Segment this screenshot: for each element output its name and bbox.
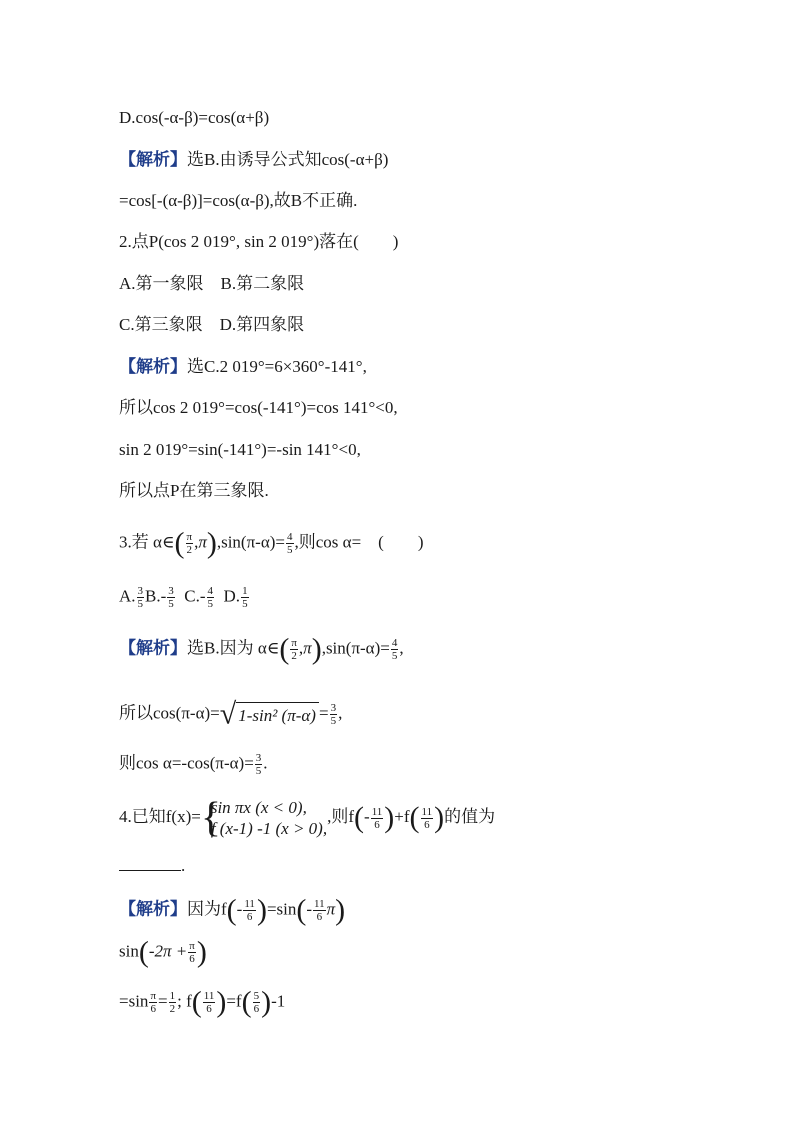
fraction-three-fifths: $\frac{3}{5}$ — [255, 752, 262, 777]
fraction-eleven-sixths: $\frac{11}{6}$ — [421, 805, 433, 831]
fraction-pi-over-6: $\frac{\pi}{6}$ — [150, 990, 156, 1015]
analysis-2-cos — [119, 397, 398, 419]
analysis-text: ,sin(π-α)= — [321, 638, 390, 658]
question-4-line: 4.已知f(x)= { sin πx (x < 0), f (x-1) -1 (x > 0), ,则f(- $\frac{11}{6}$ )+f( $\frac{11}{6}$ )的值为 — [119, 795, 496, 841]
fraction-four-fifths: $\frac{4}{5}$ — [391, 637, 398, 662]
fraction-five-sixths: $\frac{5}{6}$ — [253, 990, 260, 1015]
question-text: ,sin(π-α)= — [216, 532, 285, 552]
analysis-4-result-line: =sin $\frac{\pi}{6}$ = $\frac{1}{2}$ ; f( $\frac{11}{6}$ )=f( $\frac{5}{6}$ )-1 — [119, 985, 286, 1019]
fraction-eleven-sixths: $\frac{11}{6}$ — [244, 898, 255, 923]
question-2-options-ab — [119, 273, 304, 295]
radicand: 1-sin² (π-α) — [236, 702, 319, 727]
paren-right: ) — [311, 632, 322, 666]
analysis-text: 所以cos 2 019°=cos(-141°)=cos 141°<0, — [119, 398, 398, 417]
option-c-label: C.- — [184, 586, 206, 606]
analysis-text: 所以点P在第三象限. — [119, 481, 269, 500]
piecewise-row-2: f (x-1) -1 (x > 0), — [210, 819, 328, 838]
analysis-text: sin 2 019°=sin(-141°)=-sin 141°<0, — [119, 440, 361, 459]
analysis-text: 选B.由诱导公式知cos(-α+β) — [187, 150, 389, 169]
fraction-pi-over-6: $\frac{\pi}{6}$ — [189, 940, 195, 965]
analysis-1-line — [119, 149, 388, 171]
question-text: 3.若 α∈ — [119, 532, 175, 552]
analysis-4-sin-line: sin(-2π + $\frac{\pi}{6}$ ) — [119, 935, 207, 969]
fraction-pi-over-2: $\frac{\pi}{2}$ — [186, 531, 193, 556]
fraction-pi-over-2: $\frac{\pi}{2}$ — [291, 637, 297, 662]
option-b-label: B.- — [145, 586, 167, 606]
question-3-line: 3.若 α∈( $\frac{\pi}{2}$ ,π),sin(π-α)= $\frac{4}{5}$ ,则cos α= ( ) — [119, 526, 424, 560]
question-2-options-cd — [119, 314, 304, 336]
question-2-line — [119, 231, 398, 253]
fraction-four-fifths: $\frac{4}{5}$ — [207, 585, 214, 610]
option-d-label: D. — [223, 586, 241, 606]
option-d-text: D.cos(-α-β)=cos(α+β) — [119, 108, 270, 127]
analysis-tag: 【解析】 — [119, 638, 187, 658]
fraction-eleven-sixths: $\frac{11}{6}$ — [371, 805, 383, 831]
analysis-2-conclusion — [119, 480, 269, 502]
options-text: A.第一象限 B.第二象限 — [119, 274, 305, 293]
analysis-text: =cos[-(α-β)]=cos(α-β),故B不正确. — [119, 191, 358, 210]
analysis-text: 则cos α=-cos(π-α)= — [119, 753, 254, 773]
fraction-four-fifths: $\frac{4}{5}$ — [287, 531, 293, 556]
option-d-line — [119, 107, 269, 129]
question-text: 4.已知f(x)= — [119, 806, 201, 826]
analysis-text: 所以cos(π-α)= — [119, 703, 220, 723]
analysis-3-line: 【解析】选B.因为 α∈( $\frac{\pi}{2}$ ,π),sin(π-α)= $\frac{4}{5}$ , — [119, 632, 404, 666]
analysis-1-cont — [119, 190, 357, 212]
analysis-tag: 【解析】 — [119, 357, 187, 376]
analysis-text: 选C.2 019°=6×360°-141°, — [187, 357, 367, 376]
question-text: ,则f — [327, 806, 355, 826]
analysis-text: 因为f — [187, 899, 227, 919]
fraction-three-fifths: $\frac{3}{5}$ — [168, 585, 174, 610]
fraction-one-half: $\frac{1}{2}$ — [169, 990, 176, 1015]
analysis-4-line: 【解析】因为f(- $\frac{11}{6}$ )=sin(- $\frac{11}{6}$ π) — [119, 893, 346, 927]
paren-right: ) — [206, 526, 217, 560]
fraction-eleven-sixths: $\frac{11}{6}$ — [203, 990, 215, 1015]
question-text: ,则cos α= ( ) — [294, 532, 424, 552]
analysis-tag: 【解析】 — [119, 899, 187, 919]
paren-left: ( — [279, 632, 290, 666]
analysis-3-result: 则cos α=-cos(π-α)= $\frac{3}{5}$ . — [119, 752, 268, 777]
analysis-2-sin — [119, 439, 361, 461]
fraction-eleven-sixths: $\frac{11}{6}$ — [314, 898, 325, 923]
analysis-text: 选B.因为 α∈ — [187, 638, 280, 658]
piecewise-row-1: sin πx (x < 0), — [210, 798, 307, 817]
question-text: 的值为 — [444, 806, 496, 826]
fraction-three-fifths: $\frac{3}{5}$ — [137, 585, 144, 610]
question-text: 2.点P(cos 2 019°, sin 2 019°)落在( ) — [119, 232, 399, 251]
fraction-one-fifth: $\frac{1}{5}$ — [242, 585, 248, 610]
answer-blank — [119, 870, 181, 871]
analysis-tag: 【解析】 — [119, 150, 187, 169]
option-a-label: A. — [119, 586, 136, 606]
question-4-blank-line: . — [119, 855, 185, 877]
question-3-options — [119, 585, 250, 610]
paren-left: ( — [174, 526, 185, 560]
piecewise-function: { sin πx (x < 0), f (x-1) -1 (x > 0), — [200, 795, 328, 841]
analysis-3-sqrt-line: 所以cos(π-α)=√ 1-sin² (π-α) = $\frac{3}{5}$ , — [119, 697, 343, 731]
options-text: C.第三象限 D.第四象限 — [119, 315, 305, 334]
fraction-three-fifths: $\frac{3}{5}$ — [330, 702, 337, 727]
square-root: √ 1-sin² (π-α) — [220, 702, 319, 727]
analysis-2-line — [119, 356, 367, 378]
